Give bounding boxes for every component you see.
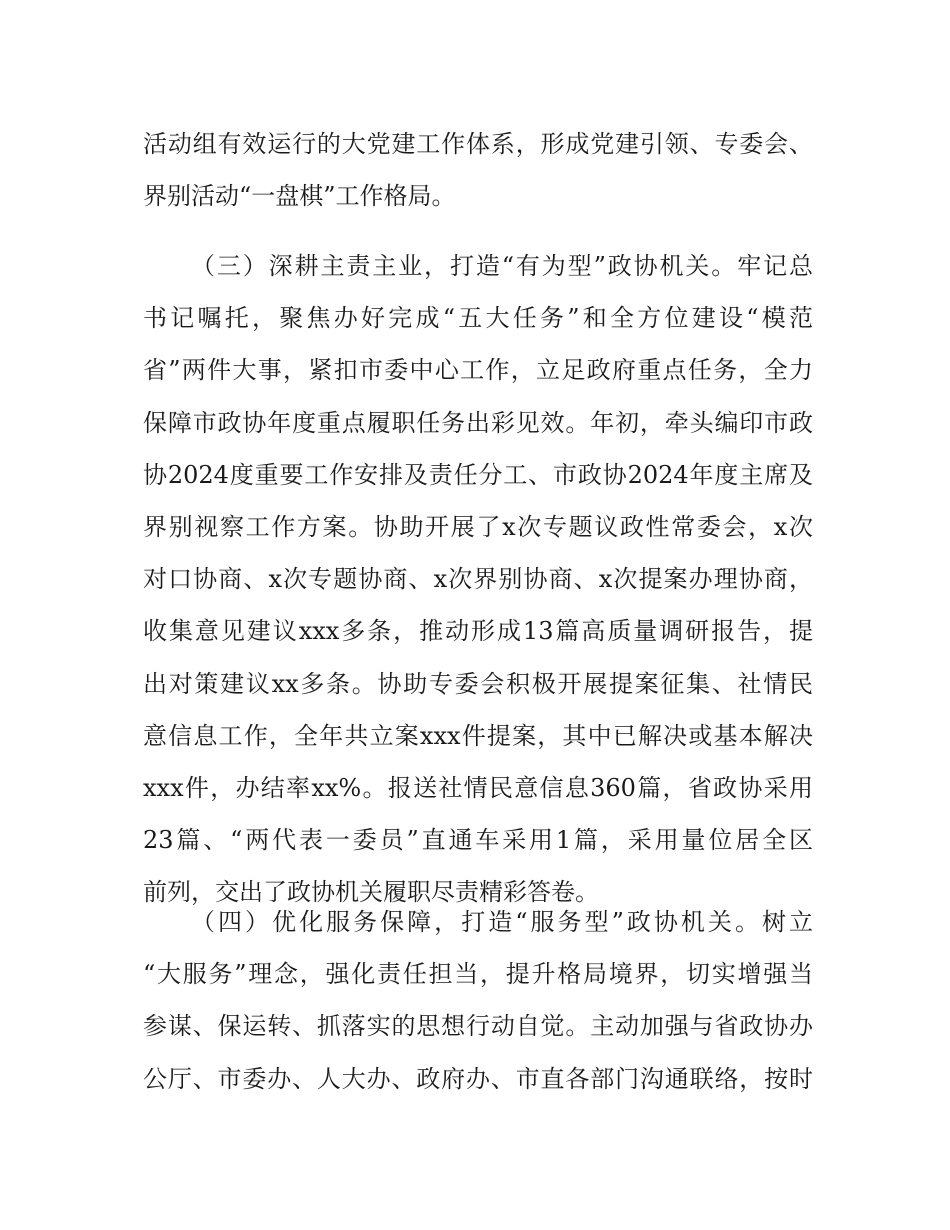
text-line: 前列，交出了政协机关履职尽责精彩答卷。 <box>143 878 599 907</box>
paragraph-continuation <box>143 118 813 222</box>
text-line: “大服务”理念，强化责任担当，提升格局境界，切实增强当 <box>143 960 813 989</box>
text-line: （三）深耕主责主业，打造“有为型”政协机关。牢记总 <box>191 252 813 280</box>
text-line: 意信息工作，全年共立案xxx件提案，其中已解决或基本解决 <box>143 721 813 750</box>
text-line: （四）优化服务保障，打造“服务型”政协机关。树立 <box>191 908 813 936</box>
text-line: 收集意见建议xxx多条，推动形成13篇高质量调研报告，提 <box>143 617 813 646</box>
text-line: 书记嘱托，聚焦办好完成“五大任务”和全方位建设“模范 <box>143 304 813 333</box>
text-line: 23篇、“两代表一委员”直通车采用1篇，采用量位居全区 <box>143 826 813 855</box>
text-line: 保障市政协年度重点履职任务出彩见效。年初，牵头编印市政 <box>143 408 813 437</box>
text-line: 界别视察工作方案。协助开展了x次专题议政性常委会，x次 <box>143 512 813 541</box>
text-line: 对口协商、x次专题协商、x次界别协商、x次提案办理协商， <box>143 565 813 594</box>
text-line: 出对策建议xx多条。协助专委会积极开展提案征集、社情民 <box>143 669 813 698</box>
text-line: 界别活动“一盘棋”工作格局。 <box>143 182 456 211</box>
text-line: 协2024度重要工作安排及责任分工、市政协2024年度主席及 <box>143 460 813 489</box>
text-line: xxx件，办结率xx%。报送社情民意信息360篇，省政协采用 <box>143 773 813 802</box>
paragraph-section-three <box>143 240 813 918</box>
text-line: 参谋、保运转、抓落实的思想行动自觉。主动加强与省政协办 <box>143 1012 813 1041</box>
paragraph-section-four <box>143 896 813 1105</box>
text-line: 公厅、市委办、人大办、政府办、市直各部门沟通联络，按时 <box>143 1064 813 1093</box>
text-line: 省”两件大事，紧扣市委中心工作，立足政府重点任务，全力 <box>143 356 813 385</box>
text-line: 活动组有效运行的大党建工作体系，形成党建引领、专委会、 <box>143 130 813 158</box>
